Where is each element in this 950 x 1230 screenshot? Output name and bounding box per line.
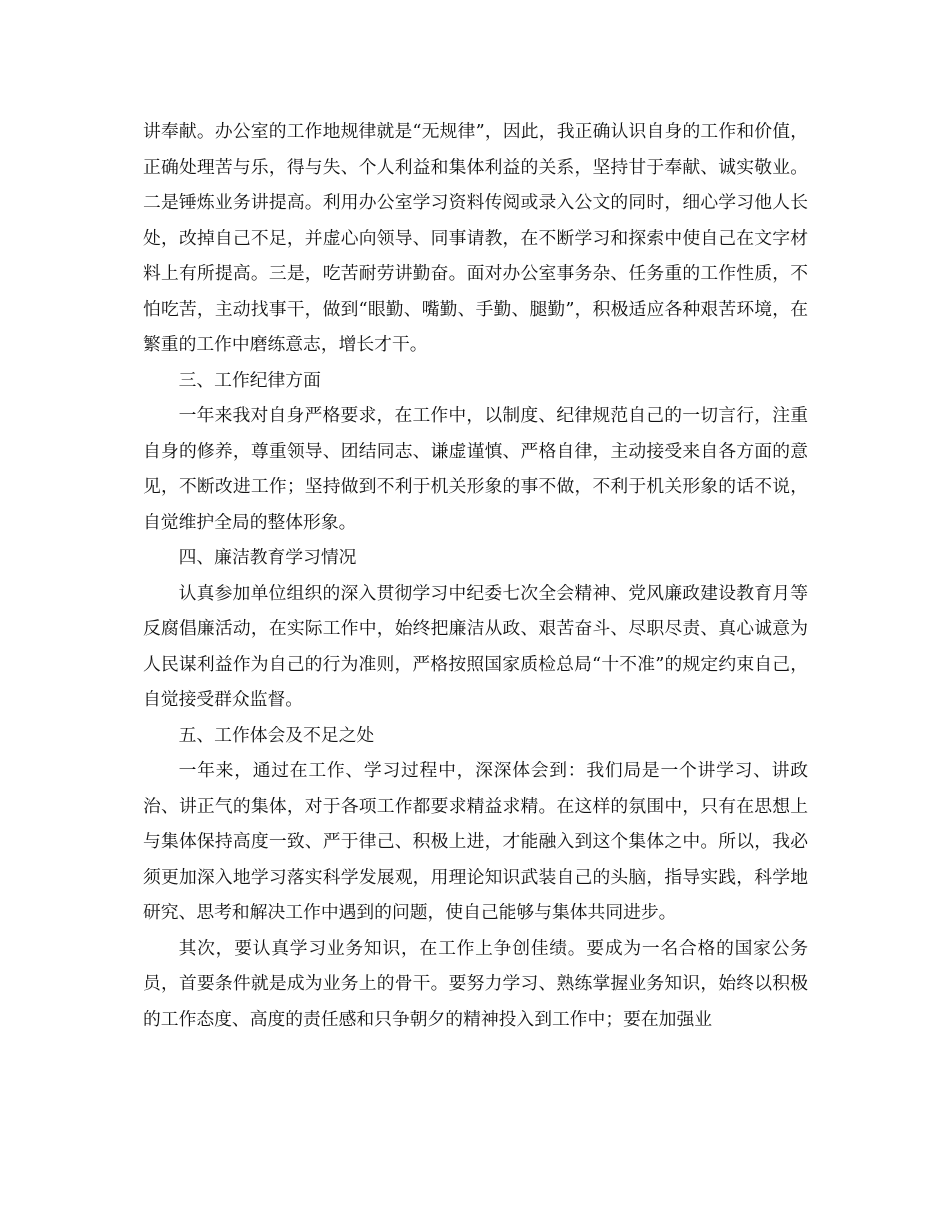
paragraph-secondly: 其次，要认真学习业务知识，在工作上争创佳绩。要成为一名合格的国家公务员，首要条件就是成为业务上的骨干。要努力学习、熟练掌握业务知识，始终以积极的工作态度、高度的责任感和只争朝夕的精神投入到工作中；要在加强业 [143, 937, 808, 1030]
paragraph-discipline: 一年来我对自身严格要求，在工作中，以制度、纪律规范自己的一切言行，注重自身的修养，尊重领导、团结同志、谦虚谨慎、严格自律，主动接受来自各方面的意见，不断改进工作；坚持做到不利于机关形象的事不做，不利于机关形象的话不说，自觉维护全局的整体形象。 [143, 405, 808, 533]
section-heading-integrity: 四、廉洁教育学习情况 [178, 547, 357, 568]
section-heading-discipline: 三、工作纪律方面 [178, 369, 321, 391]
section-heading-reflection: 五、工作体会及不足之处 [178, 724, 375, 746]
document-body [143, 114, 808, 1037]
paragraph-continuation: 讲奉献。办公室的工作地规律就是“无规律”，因此，我正确认识自身的工作和价值，正确处理苦与乐，得与失、个人利益和集体利益的关系，坚持甘于奉献、诚实敬业。二是锤炼业务讲提高。利用办公室学习资料传阅或录入公文的同时，细心学习他人长处，改掉自己不足，并虚心向领导、同事请教，在不断学习和探索中使自己在文字材料上有所提高。三是，吃苦耐劳讲勤奋。面对办公室事务杂、任务重的工作性质，不怕吃苦，主动找事干，做到“眼勤、嘴勤、手勤、腿勤”，积极适应各种艰苦环境，在繁重的工作中磨练意志，增长才干。 [143, 121, 808, 355]
paragraph-integrity: 认真参加单位组织的深入贯彻学习中纪委七次全会精神、党风廉政建设教育月等反腐倡廉活动，在实际工作中，始终把廉洁从政、艰苦奋斗、尽职尽责、真心诚意为人民谋利益作为自己的行为准则，严格按照国家质检总局“十不准”的规定约束自己，自觉接受群众监督。 [143, 582, 808, 710]
paragraph-reflection: 一年来，通过在工作、学习过程中，深深体会到：我们局是一个讲学习、讲政治、讲正气的集体，对于各项工作都要求精益求精。在这样的氛围中，只有在思想上与集体保持高度一致、严于律己、积极上进，才能融入到这个集体之中。所以，我必须更加深入地学习落实科学发展观，用理论知识武装自己的头脑，指导实践，科学地研究、思考和解决工作中遇到的问题，使自己能够与集体共同进步。 [143, 760, 808, 923]
